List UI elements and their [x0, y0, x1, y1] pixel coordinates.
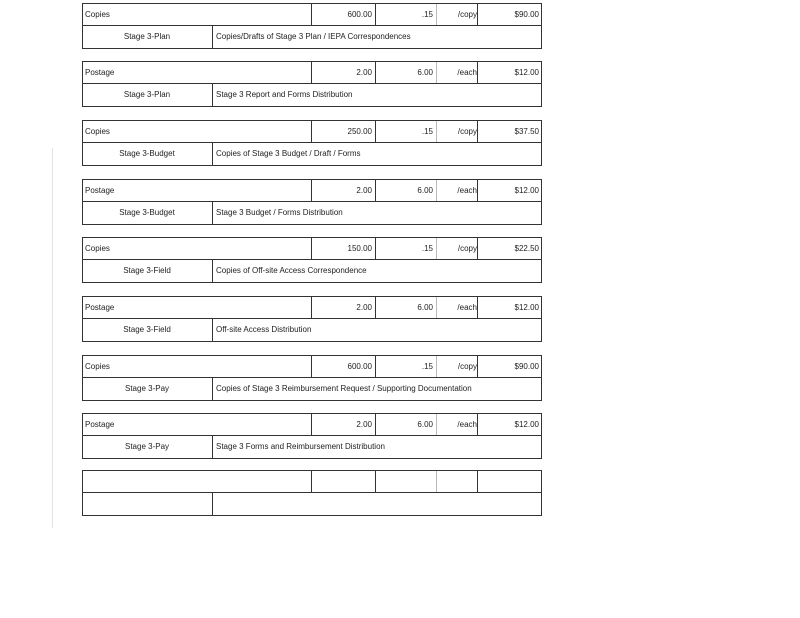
unit-cell	[436, 62, 479, 83]
unit: /each	[457, 419, 477, 429]
rate-cell	[375, 121, 435, 142]
expense-detail	[82, 492, 542, 516]
quantity-cell	[311, 238, 374, 259]
expense-detail	[82, 318, 542, 342]
scan-artifact-line	[52, 148, 53, 528]
rate-cell	[375, 356, 435, 377]
expense-line	[82, 296, 542, 319]
expense-type: Postage	[85, 185, 115, 195]
stage	[83, 493, 211, 515]
unit-cell	[436, 297, 479, 318]
unit-cell	[436, 180, 479, 201]
expense-type: Postage	[85, 419, 115, 429]
total: $12.00	[514, 302, 539, 312]
stage: Stage 3-Field	[123, 266, 171, 275]
stage: Stage 3-Plan	[123, 90, 171, 99]
expense-line	[82, 470, 542, 493]
expense-detail	[82, 435, 542, 459]
description: Copies of Stage 3 Budget / Draft / Forms	[212, 143, 542, 165]
rate-cell	[375, 414, 435, 435]
rate: .15	[421, 9, 433, 19]
quantity: 250.00	[347, 126, 372, 136]
unit-cell	[436, 414, 479, 435]
unit: /copy	[457, 361, 477, 371]
expense-type	[85, 471, 309, 492]
expense-type: Copies	[85, 243, 110, 253]
total: $12.00	[514, 67, 539, 77]
total: $90.00	[514, 9, 539, 19]
description: Copies/Drafts of Stage 3 Plan / IEPA Correspondences	[212, 26, 542, 48]
unit: /copy	[457, 9, 477, 19]
unit-cell	[436, 4, 479, 25]
unit-cell	[436, 471, 479, 492]
stage: Stage 3-Plan	[123, 32, 171, 41]
quantity: 150.00	[347, 243, 372, 253]
stage: Stage 3-Budget	[119, 149, 175, 158]
total-cell	[477, 414, 541, 435]
expense-type: Copies	[85, 361, 110, 371]
quantity: 600.00	[347, 9, 372, 19]
quantity: 2.00	[356, 419, 372, 429]
quantity-cell	[311, 4, 374, 25]
expense-type: Copies	[85, 126, 110, 136]
quantity-cell	[311, 180, 374, 201]
rate: .15	[421, 361, 433, 371]
rate: .15	[421, 126, 433, 136]
description: Stage 3 Report and Forms Distribution	[212, 84, 542, 106]
expense-detail	[82, 25, 542, 49]
total: $37.50	[514, 126, 539, 136]
unit-cell	[436, 356, 479, 377]
stage: Stage 3-Pay	[124, 442, 170, 451]
description: Copies of Off-site Access Correspondence	[212, 260, 542, 282]
total-cell	[477, 471, 541, 492]
rate: 6.00	[417, 302, 433, 312]
rate-cell	[375, 180, 435, 201]
unit: /each	[457, 185, 477, 195]
quantity: 2.00	[356, 302, 372, 312]
total: $12.00	[514, 419, 539, 429]
expense-line	[82, 237, 542, 260]
expense-detail	[82, 259, 542, 283]
expense-line	[82, 179, 542, 202]
description	[212, 493, 542, 515]
unit: /each	[457, 67, 477, 77]
expense-line	[82, 61, 542, 84]
rate: 6.00	[417, 67, 433, 77]
rate-cell	[375, 238, 435, 259]
expense-line	[82, 120, 542, 143]
expense-line	[82, 355, 542, 378]
expense-detail	[82, 201, 542, 225]
unit: /each	[457, 302, 477, 312]
quantity-cell	[311, 471, 374, 492]
quantity-cell	[311, 121, 374, 142]
expense-line	[82, 413, 542, 436]
total-cell	[477, 180, 541, 201]
quantity: 2.00	[356, 185, 372, 195]
expense-line	[82, 3, 542, 26]
total-cell	[477, 4, 541, 25]
rate: .15	[421, 243, 433, 253]
expense-detail	[82, 377, 542, 401]
total-cell	[477, 62, 541, 83]
expense-detail	[82, 83, 542, 107]
quantity-cell	[311, 414, 374, 435]
quantity-cell	[311, 356, 374, 377]
unit: /copy	[457, 126, 477, 136]
total: $90.00	[514, 361, 539, 371]
unit: /copy	[457, 243, 477, 253]
stage: Stage 3-Budget	[119, 208, 175, 217]
rate-cell	[375, 471, 435, 492]
expense-detail	[82, 142, 542, 166]
rate: 6.00	[417, 185, 433, 195]
description: Stage 3 Budget / Forms Distribution	[212, 202, 542, 224]
total-cell	[477, 121, 541, 142]
rate: 6.00	[417, 419, 433, 429]
unit-cell	[436, 238, 479, 259]
rate-cell	[375, 62, 435, 83]
total-cell	[477, 297, 541, 318]
quantity: 600.00	[347, 361, 372, 371]
total: $22.50	[514, 243, 539, 253]
total: $12.00	[514, 185, 539, 195]
stage: Stage 3-Field	[123, 325, 171, 334]
description: Stage 3 Forms and Reimbursement Distribution	[212, 436, 542, 458]
quantity: 2.00	[356, 67, 372, 77]
unit-cell	[436, 121, 479, 142]
rate-cell	[375, 297, 435, 318]
expense-type: Postage	[85, 302, 115, 312]
expense-type: Postage	[85, 67, 115, 77]
quantity-cell	[311, 297, 374, 318]
stage: Stage 3-Pay	[124, 384, 170, 393]
total-cell	[477, 238, 541, 259]
expense-type: Copies	[85, 9, 110, 19]
quantity-cell	[311, 62, 374, 83]
description: Off-site Access Distribution	[212, 319, 542, 341]
description: Copies of Stage 3 Reimbursement Request / Supporting Documentation	[212, 378, 542, 400]
total-cell	[477, 356, 541, 377]
rate-cell	[375, 4, 435, 25]
